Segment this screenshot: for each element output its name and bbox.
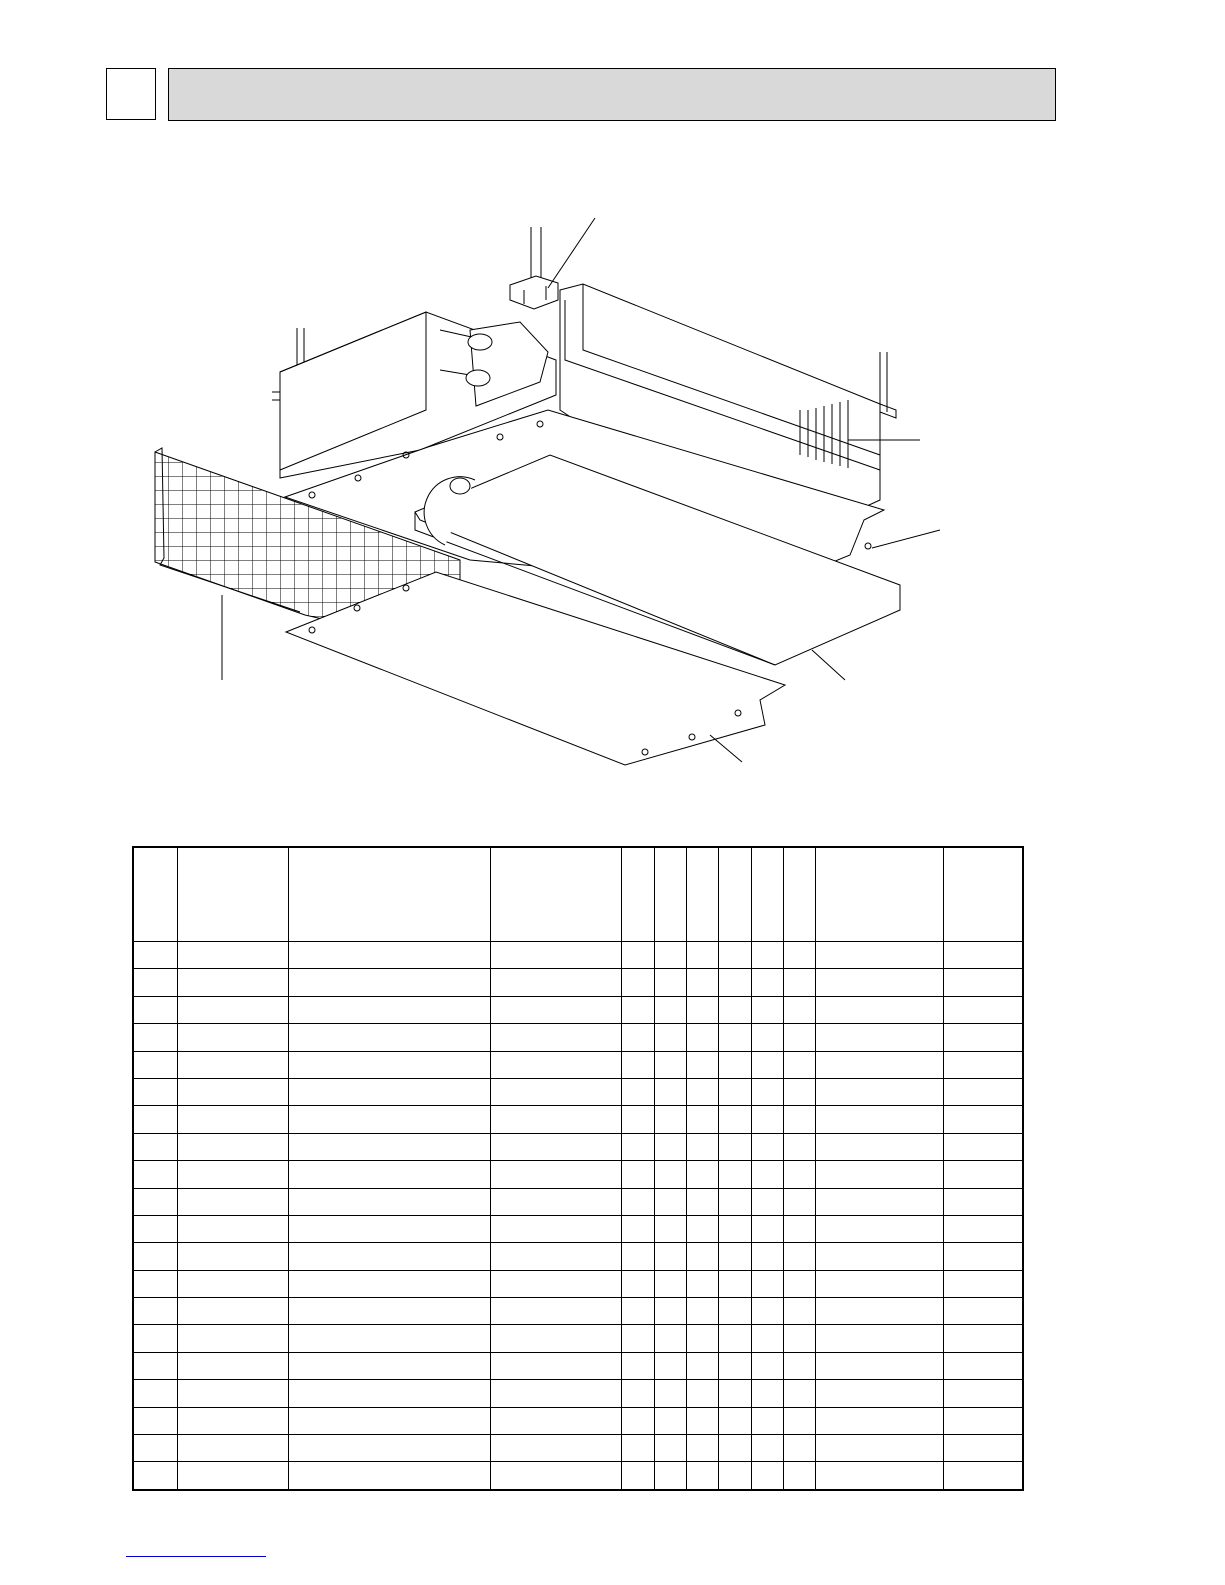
table-cell xyxy=(654,1024,686,1051)
table-cell xyxy=(133,1352,177,1379)
column-header xyxy=(133,847,177,942)
table-cell xyxy=(490,1380,621,1407)
table-cell xyxy=(815,996,943,1023)
table-row xyxy=(133,1024,1023,1051)
table-cell xyxy=(654,1133,686,1160)
table-cell xyxy=(718,1435,751,1462)
table-cell xyxy=(718,1298,751,1325)
table-cell xyxy=(133,1407,177,1434)
table-cell xyxy=(133,1298,177,1325)
table-cell xyxy=(490,1298,621,1325)
table-cell xyxy=(621,1188,654,1215)
table-cell xyxy=(815,1407,943,1434)
table-cell xyxy=(288,1270,490,1297)
table-row xyxy=(133,1298,1023,1325)
table-cell xyxy=(686,1407,718,1434)
table-cell xyxy=(490,1106,621,1133)
table-cell xyxy=(621,1298,654,1325)
table-cell xyxy=(621,1462,654,1490)
table-cell xyxy=(654,969,686,996)
table-cell xyxy=(288,1215,490,1242)
table-cell xyxy=(686,942,718,969)
table-cell xyxy=(686,1270,718,1297)
table-cell xyxy=(783,1024,815,1051)
table-cell xyxy=(654,1298,686,1325)
table-cell xyxy=(654,1325,686,1352)
table-cell xyxy=(133,1380,177,1407)
table-cell xyxy=(943,1407,1023,1434)
table-cell xyxy=(751,1188,783,1215)
table-cell xyxy=(751,1161,783,1188)
table-row xyxy=(133,1106,1023,1133)
table-cell xyxy=(654,1352,686,1379)
table-cell xyxy=(621,1106,654,1133)
table-row xyxy=(133,1133,1023,1160)
table-cell xyxy=(654,1380,686,1407)
table-cell xyxy=(621,1380,654,1407)
table-cell xyxy=(943,1243,1023,1270)
table-cell xyxy=(686,1078,718,1105)
table-cell xyxy=(621,1435,654,1462)
table-cell xyxy=(177,1298,288,1325)
table-cell xyxy=(288,1407,490,1434)
table-cell xyxy=(943,1051,1023,1078)
table-cell xyxy=(288,1462,490,1490)
table-cell xyxy=(783,1407,815,1434)
table-cell xyxy=(133,1051,177,1078)
table-cell xyxy=(751,996,783,1023)
table-cell xyxy=(490,1325,621,1352)
table-cell xyxy=(943,1024,1023,1051)
table-cell xyxy=(943,1161,1023,1188)
table-row xyxy=(133,1161,1023,1188)
table-cell xyxy=(686,1051,718,1078)
table-cell xyxy=(783,1380,815,1407)
table-cell xyxy=(718,1024,751,1051)
table-cell xyxy=(815,1352,943,1379)
table-cell xyxy=(783,1435,815,1462)
table-cell xyxy=(490,1407,621,1434)
table-cell xyxy=(783,1352,815,1379)
table-cell xyxy=(621,942,654,969)
table-cell xyxy=(490,1215,621,1242)
table-cell xyxy=(654,1215,686,1242)
table-cell xyxy=(288,1051,490,1078)
table-header-row xyxy=(133,847,1023,942)
table-cell xyxy=(490,996,621,1023)
table-cell xyxy=(751,969,783,996)
table-cell xyxy=(288,1435,490,1462)
table-cell xyxy=(621,1133,654,1160)
table-cell xyxy=(621,1161,654,1188)
table-cell xyxy=(751,942,783,969)
table-cell xyxy=(490,1462,621,1490)
table-cell xyxy=(686,996,718,1023)
table-cell xyxy=(783,1462,815,1490)
table-cell xyxy=(177,1435,288,1462)
table-cell xyxy=(751,1051,783,1078)
table-cell xyxy=(177,996,288,1023)
table-cell xyxy=(815,942,943,969)
table-cell xyxy=(177,1024,288,1051)
table-cell xyxy=(943,1078,1023,1105)
table-cell xyxy=(943,1106,1023,1133)
table-cell xyxy=(686,1188,718,1215)
table-cell xyxy=(133,1188,177,1215)
table-cell xyxy=(718,1106,751,1133)
table-cell xyxy=(943,1270,1023,1297)
table-cell xyxy=(943,1215,1023,1242)
table-cell xyxy=(686,1243,718,1270)
table-cell xyxy=(621,1215,654,1242)
table-cell xyxy=(177,1133,288,1160)
column-header xyxy=(943,847,1023,942)
table-cell xyxy=(133,1325,177,1352)
table-cell xyxy=(943,1435,1023,1462)
table-cell xyxy=(686,1352,718,1379)
table-cell xyxy=(751,1024,783,1051)
table-cell xyxy=(133,1106,177,1133)
table-cell xyxy=(718,996,751,1023)
table-cell xyxy=(718,969,751,996)
table-cell xyxy=(943,969,1023,996)
table-cell xyxy=(815,1462,943,1490)
table-cell xyxy=(288,1380,490,1407)
table-cell xyxy=(654,1270,686,1297)
column-header xyxy=(718,847,751,942)
table-cell xyxy=(718,1188,751,1215)
table-cell xyxy=(288,1243,490,1270)
table-row xyxy=(133,1352,1023,1379)
table-row xyxy=(133,1188,1023,1215)
column-header xyxy=(288,847,490,942)
table-cell xyxy=(288,1133,490,1160)
table-cell xyxy=(133,1024,177,1051)
column-header xyxy=(751,847,783,942)
table-cell xyxy=(654,1188,686,1215)
table-cell xyxy=(718,1380,751,1407)
column-header xyxy=(654,847,686,942)
table-cell xyxy=(133,1462,177,1490)
table-cell xyxy=(654,1051,686,1078)
table-cell xyxy=(686,1435,718,1462)
table-cell xyxy=(943,942,1023,969)
table-cell xyxy=(783,1298,815,1325)
table-cell xyxy=(621,1024,654,1051)
table-cell xyxy=(288,1024,490,1051)
table-cell xyxy=(133,1243,177,1270)
table-row xyxy=(133,969,1023,996)
table-cell xyxy=(783,1243,815,1270)
table-cell xyxy=(654,1407,686,1434)
table-row xyxy=(133,1325,1023,1352)
table-cell xyxy=(943,996,1023,1023)
table-cell xyxy=(288,1298,490,1325)
table-cell xyxy=(177,1380,288,1407)
table-cell xyxy=(654,996,686,1023)
table-cell xyxy=(490,969,621,996)
table-cell xyxy=(783,942,815,969)
table-cell xyxy=(621,1325,654,1352)
table-cell xyxy=(686,1298,718,1325)
table-cell xyxy=(133,1078,177,1105)
table-cell xyxy=(621,1270,654,1297)
table-cell xyxy=(288,996,490,1023)
table-cell xyxy=(133,1161,177,1188)
table-cell xyxy=(621,1243,654,1270)
table-cell xyxy=(288,1325,490,1352)
table-cell xyxy=(783,996,815,1023)
table-cell xyxy=(490,1133,621,1160)
table-cell xyxy=(654,1462,686,1490)
table-cell xyxy=(815,1188,943,1215)
table-cell xyxy=(490,1188,621,1215)
table-cell xyxy=(686,1106,718,1133)
table-cell xyxy=(718,1352,751,1379)
table-cell xyxy=(718,1215,751,1242)
table-cell xyxy=(718,942,751,969)
table-cell xyxy=(783,1078,815,1105)
table-cell xyxy=(490,1161,621,1188)
table-cell xyxy=(621,1407,654,1434)
table-cell xyxy=(783,1270,815,1297)
table-cell xyxy=(815,1243,943,1270)
table-cell xyxy=(751,1462,783,1490)
table-cell xyxy=(177,1215,288,1242)
table-cell xyxy=(783,1161,815,1188)
table-cell xyxy=(718,1270,751,1297)
table-cell xyxy=(490,1078,621,1105)
table-cell xyxy=(654,1161,686,1188)
table-cell xyxy=(783,1133,815,1160)
table-row xyxy=(133,1462,1023,1490)
table-row xyxy=(133,1407,1023,1434)
table-cell xyxy=(751,1407,783,1434)
table-cell xyxy=(490,1270,621,1297)
table-cell xyxy=(177,1188,288,1215)
table-cell xyxy=(686,1380,718,1407)
hanger-bracket xyxy=(510,276,558,309)
table-cell xyxy=(133,996,177,1023)
table-cell xyxy=(718,1462,751,1490)
table-cell xyxy=(177,1161,288,1188)
table-cell xyxy=(686,969,718,996)
table-cell xyxy=(815,1078,943,1105)
table-cell xyxy=(815,1270,943,1297)
table-cell xyxy=(654,1106,686,1133)
table-cell xyxy=(288,1188,490,1215)
table-cell xyxy=(751,1106,783,1133)
table-cell xyxy=(943,1352,1023,1379)
table-cell xyxy=(133,1270,177,1297)
table-cell xyxy=(686,1215,718,1242)
table-cell xyxy=(815,1133,943,1160)
table-cell xyxy=(815,1215,943,1242)
table-row xyxy=(133,996,1023,1023)
table-cell xyxy=(177,1407,288,1434)
table-cell xyxy=(177,1462,288,1490)
table-cell xyxy=(783,1106,815,1133)
table-row xyxy=(133,1270,1023,1297)
table-cell xyxy=(288,969,490,996)
table-cell xyxy=(654,1243,686,1270)
table-cell xyxy=(751,1133,783,1160)
table-cell xyxy=(133,942,177,969)
column-header xyxy=(815,847,943,942)
table-cell xyxy=(751,1380,783,1407)
table-cell xyxy=(751,1325,783,1352)
table-cell xyxy=(133,969,177,996)
table-row xyxy=(133,1051,1023,1078)
table-cell xyxy=(783,1188,815,1215)
table-cell xyxy=(288,1352,490,1379)
table-cell xyxy=(177,1270,288,1297)
table-cell xyxy=(751,1435,783,1462)
table-cell xyxy=(133,1215,177,1242)
table-cell xyxy=(490,1435,621,1462)
table-cell xyxy=(943,1380,1023,1407)
table-cell xyxy=(177,1352,288,1379)
table-cell xyxy=(815,1024,943,1051)
table-cell xyxy=(815,1106,943,1133)
table-cell xyxy=(718,1078,751,1105)
table-cell xyxy=(815,1380,943,1407)
table-cell xyxy=(133,1435,177,1462)
column-header xyxy=(621,847,654,942)
table-cell xyxy=(718,1325,751,1352)
table-cell xyxy=(783,1215,815,1242)
table-row xyxy=(133,942,1023,969)
table-cell xyxy=(621,969,654,996)
table-cell xyxy=(621,996,654,1023)
table-cell xyxy=(621,1352,654,1379)
table-row xyxy=(133,1078,1023,1105)
table-cell xyxy=(654,1078,686,1105)
table-cell xyxy=(177,1243,288,1270)
table-cell xyxy=(943,1462,1023,1490)
table-cell xyxy=(718,1133,751,1160)
table-cell xyxy=(751,1078,783,1105)
table-row xyxy=(133,1215,1023,1242)
table-cell xyxy=(654,1435,686,1462)
table-cell xyxy=(686,1024,718,1051)
table-cell xyxy=(751,1215,783,1242)
parts-list-table xyxy=(132,846,1024,1491)
table-cell xyxy=(133,1133,177,1160)
table-cell xyxy=(751,1243,783,1270)
table-cell xyxy=(621,1078,654,1105)
table-cell xyxy=(654,942,686,969)
table-cell xyxy=(288,1078,490,1105)
table-cell xyxy=(177,1051,288,1078)
footer-link-underline xyxy=(126,1556,266,1557)
table-cell xyxy=(815,1435,943,1462)
table-cell xyxy=(943,1133,1023,1160)
table-cell xyxy=(718,1161,751,1188)
column-header xyxy=(783,847,815,942)
table-cell xyxy=(718,1243,751,1270)
table-cell xyxy=(815,1298,943,1325)
table-cell xyxy=(490,1024,621,1051)
table-cell xyxy=(686,1133,718,1160)
table-cell xyxy=(751,1352,783,1379)
table-cell xyxy=(621,1051,654,1078)
table-cell xyxy=(686,1462,718,1490)
table-cell xyxy=(686,1161,718,1188)
table-cell xyxy=(943,1298,1023,1325)
column-header xyxy=(490,847,621,942)
table-cell xyxy=(288,942,490,969)
table-row xyxy=(133,1380,1023,1407)
table-cell xyxy=(490,1352,621,1379)
table-cell xyxy=(490,942,621,969)
table-cell xyxy=(718,1407,751,1434)
table-cell xyxy=(177,969,288,996)
table-cell xyxy=(783,1325,815,1352)
table-cell xyxy=(943,1325,1023,1352)
table-cell xyxy=(490,1051,621,1078)
table-cell xyxy=(751,1298,783,1325)
table-row xyxy=(133,1435,1023,1462)
table-cell xyxy=(815,1051,943,1078)
table-cell xyxy=(177,942,288,969)
table-cell xyxy=(815,969,943,996)
table-cell xyxy=(718,1051,751,1078)
table-cell xyxy=(783,1051,815,1078)
column-header xyxy=(686,847,718,942)
table-cell xyxy=(783,969,815,996)
table-cell xyxy=(490,1243,621,1270)
table-cell xyxy=(751,1270,783,1297)
table-cell xyxy=(177,1325,288,1352)
table-cell xyxy=(943,1188,1023,1215)
table-cell xyxy=(288,1106,490,1133)
table-cell xyxy=(686,1325,718,1352)
table-cell xyxy=(288,1161,490,1188)
table-cell xyxy=(815,1161,943,1188)
table-row xyxy=(133,1243,1023,1270)
table-cell xyxy=(177,1078,288,1105)
column-header xyxy=(177,847,288,942)
table-cell xyxy=(177,1106,288,1133)
table-cell xyxy=(815,1325,943,1352)
